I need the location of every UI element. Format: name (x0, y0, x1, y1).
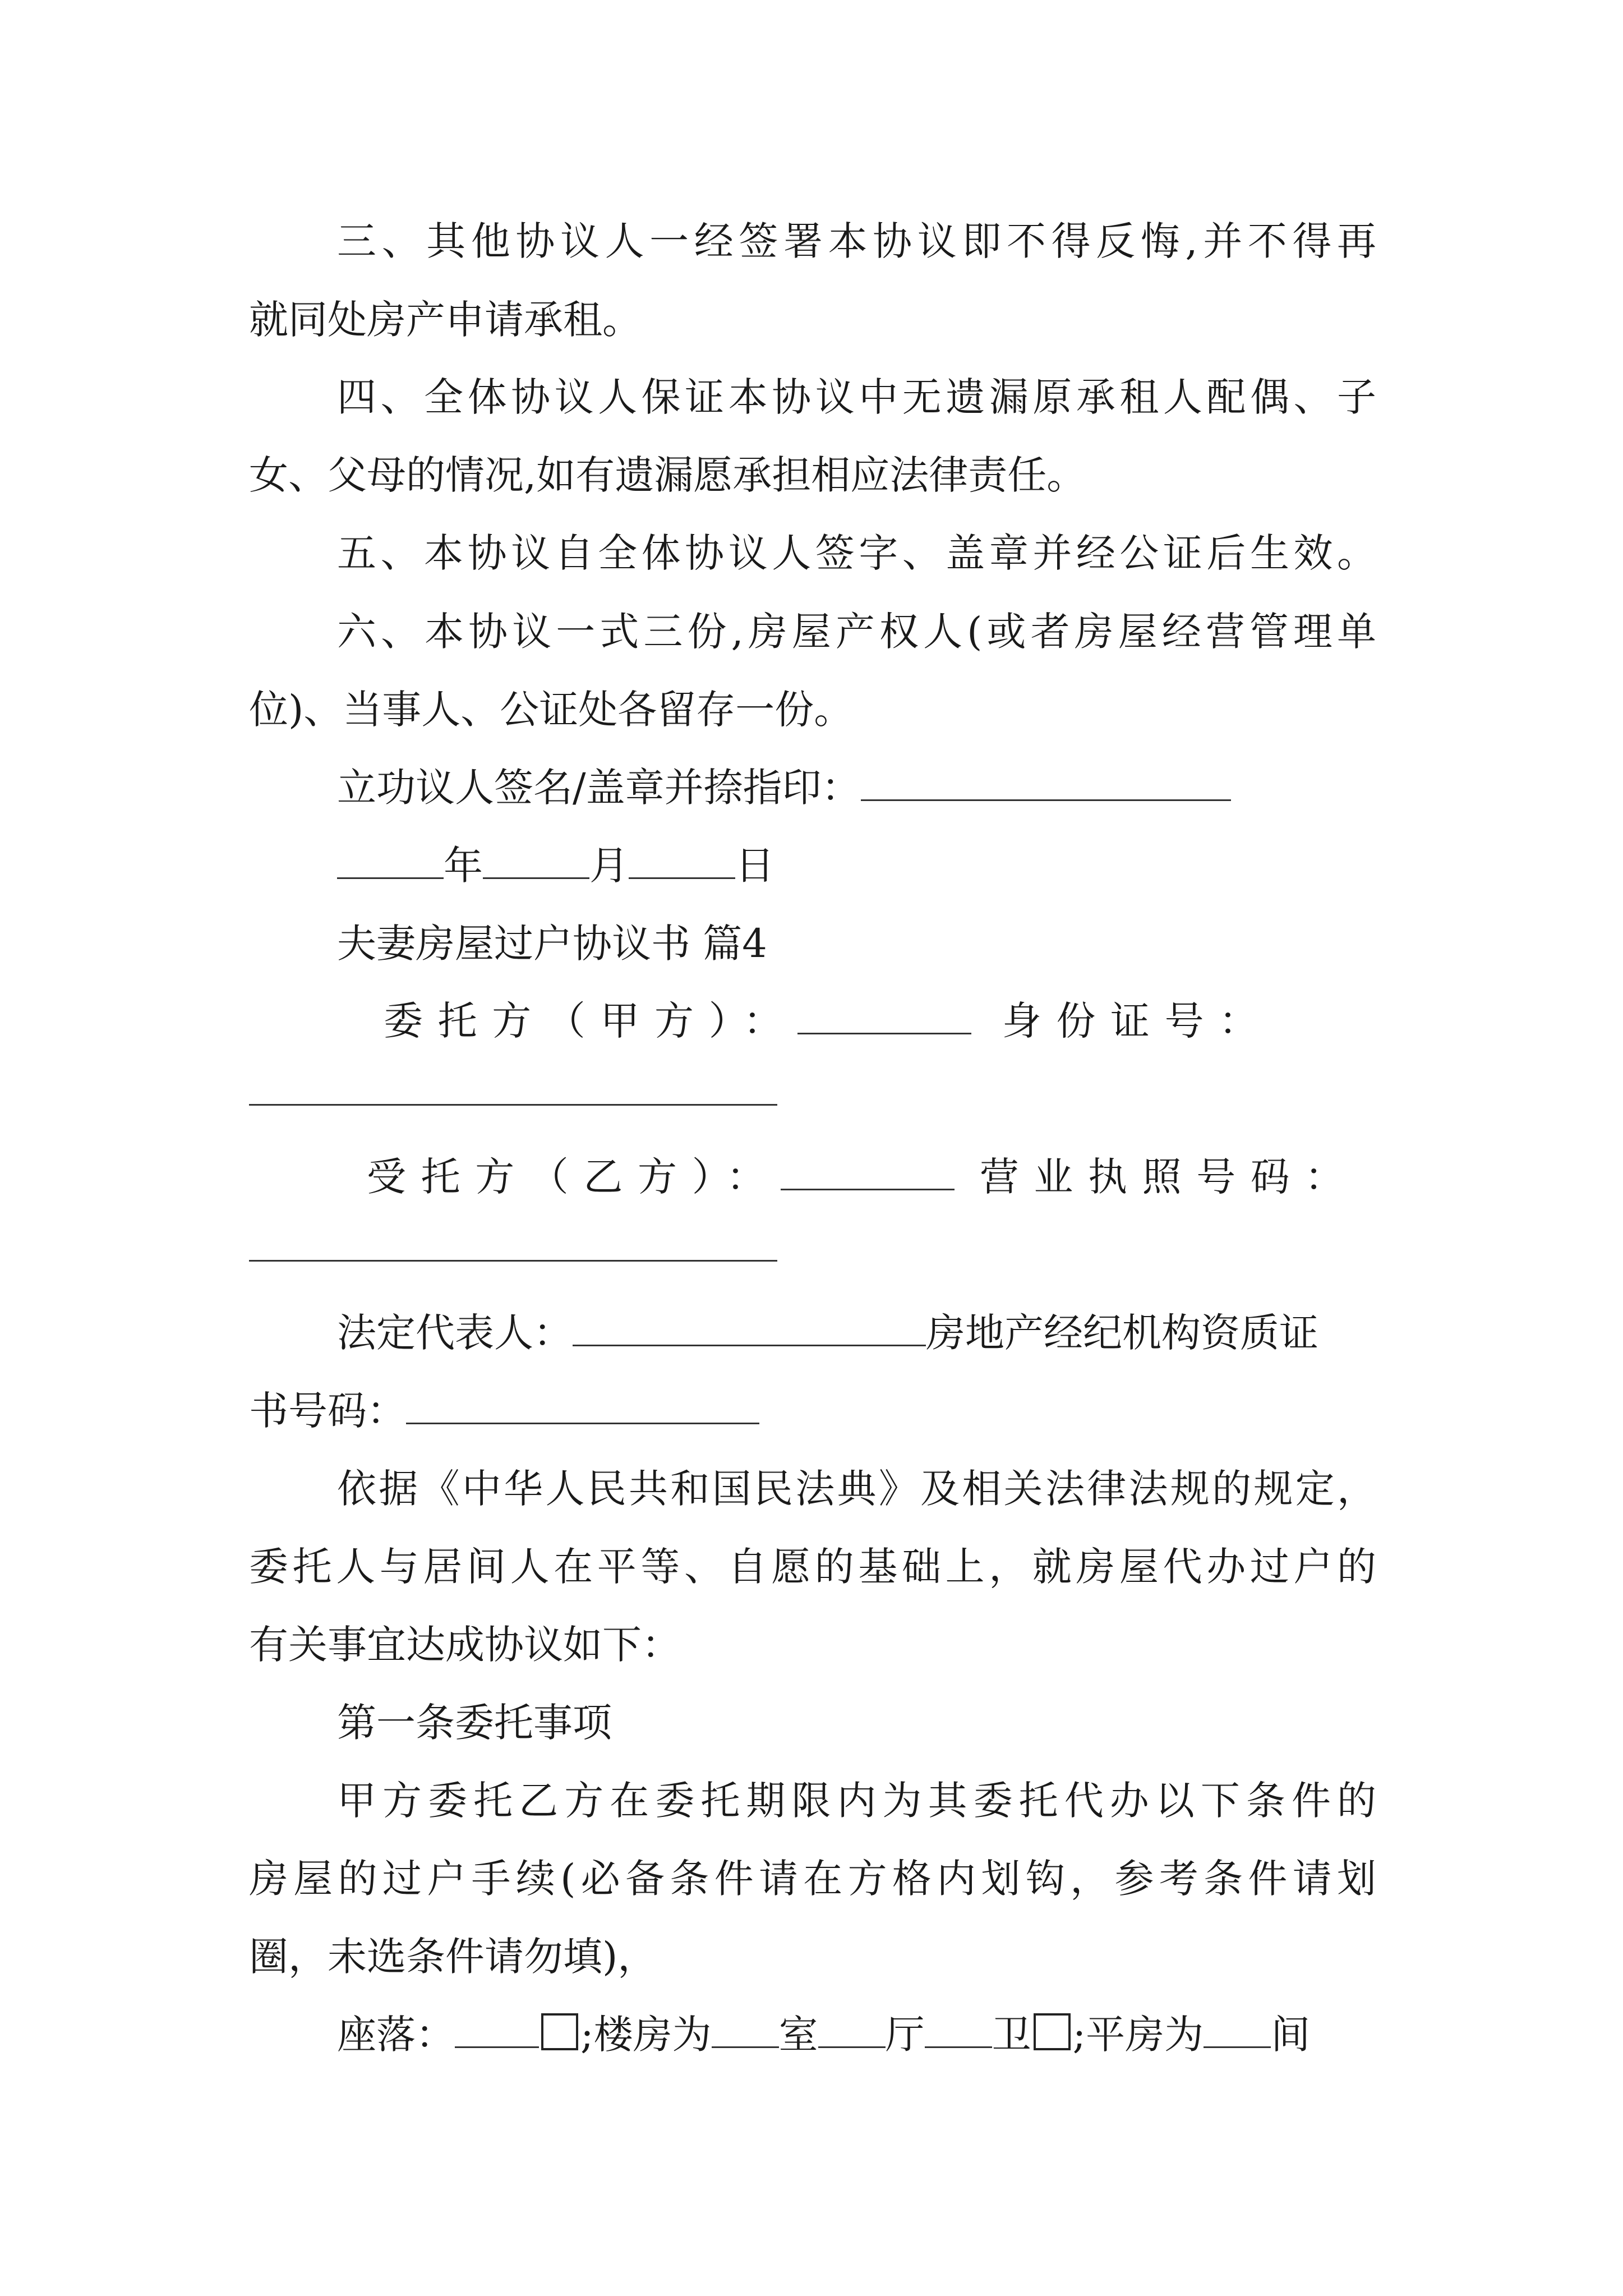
article-1-line-3: 圈，未选条件请勿填)， (249, 1934, 657, 1980)
bath-blank[interactable] (925, 2008, 992, 2048)
signature-line (337, 760, 1376, 816)
party-b-line (367, 1149, 1376, 1205)
party-b-license-label: 营业执照号码： (979, 1154, 1359, 1200)
party-b-license-blank[interactable] (249, 1260, 777, 1262)
hall-blank[interactable] (818, 2008, 886, 2048)
party-a-id-label: 身份证号： (1002, 998, 1273, 1044)
unit-label: 间 (1271, 2012, 1311, 2058)
clause-4-line-1: 四、全体协议人保证本协议中无遗漏原承租人配偶、子 (337, 374, 1376, 420)
clause-5: 五、本协议自全体协议人签字、盖章并经公证后生效。 (337, 530, 1376, 576)
article-1-line-2: 房屋的过户手续(必备条件请在方格内划钩，参考条件请划 (249, 1856, 1376, 1902)
room-label: 室 (778, 2012, 818, 2058)
clause-4-line-2: 女、父母的情况,如有遗漏愿承担相应法律责任。 (249, 452, 1086, 498)
basis-line-3: 有关事宜达成协议如下： (249, 1622, 681, 1668)
signature-label: 立功议人签名/盖章并捺指印： (337, 765, 861, 811)
signature-blank[interactable] (861, 761, 1231, 801)
section-title: 夫妻房屋过户协议书 篇4 (337, 921, 767, 967)
party-b-label: 受托方（乙方）： (367, 1154, 781, 1200)
party-a-id-blank[interactable] (249, 1104, 777, 1106)
location-checkbox[interactable] (541, 2013, 578, 2050)
day-label: 日 (735, 843, 774, 889)
cert-blank[interactable] (406, 1384, 759, 1424)
location-blank[interactable] (455, 2008, 539, 2048)
party-b-blank[interactable] (781, 1151, 955, 1190)
bungalow-label: ;平房为 (1072, 2012, 1204, 2058)
party-a-line (384, 993, 1376, 1049)
location-label: 座落： (337, 2012, 455, 2058)
building-label: ;楼房为 (580, 2012, 712, 2058)
legal-rep-label: 法定代表人： (337, 1310, 573, 1356)
year-blank[interactable] (337, 839, 444, 879)
bungalow-rooms-blank[interactable] (1204, 2008, 1271, 2048)
clause-3-line-2: 就同处房产申请承租。 (249, 297, 642, 343)
month-label: 月 (589, 843, 629, 889)
hall-label: 厅 (885, 2012, 925, 2058)
clause-3-line-1: 三、其他协议人一经签署本协议即不得反悔,并不得再 (337, 218, 1376, 264)
cert-line (249, 1383, 1376, 1439)
day-blank[interactable] (629, 839, 735, 879)
article-1-title: 第一条委托事项 (337, 1700, 612, 1746)
clause-6-line-1: 六、本协议一式三份,房屋产权人(或者房屋经营管理单 (337, 609, 1376, 655)
cert-label-line-2: 书号码： (249, 1388, 406, 1434)
party-a-label: 委托方（甲方）： (384, 998, 797, 1044)
clause-6-line-2: 位)、当事人、公证处各留存一份。 (249, 687, 854, 733)
building-checkbox[interactable] (1034, 2013, 1071, 2050)
party-a-blank[interactable] (797, 995, 971, 1034)
basis-line-1: 依据《中华人民共和国民法典》及相关法律法规的规定， (337, 1466, 1376, 1512)
date-line (337, 838, 1376, 894)
location-line (337, 2007, 1376, 2063)
bath-label: 卫 (992, 2012, 1031, 2058)
basis-line-2: 委托人与居间人在平等、自愿的基础上，就房屋代办过户的 (249, 1544, 1376, 1590)
year-label: 年 (444, 843, 483, 889)
room-blank[interactable] (712, 2008, 779, 2048)
cert-label-line-1: 房地产经纪机构资质证 (926, 1310, 1318, 1356)
article-1-line-1: 甲方委托乙方在委托期限内为其委托代办以下条件的 (337, 1778, 1376, 1824)
month-blank[interactable] (483, 839, 589, 879)
legal-rep-blank[interactable] (573, 1306, 926, 1346)
legal-rep-line (337, 1305, 1376, 1361)
